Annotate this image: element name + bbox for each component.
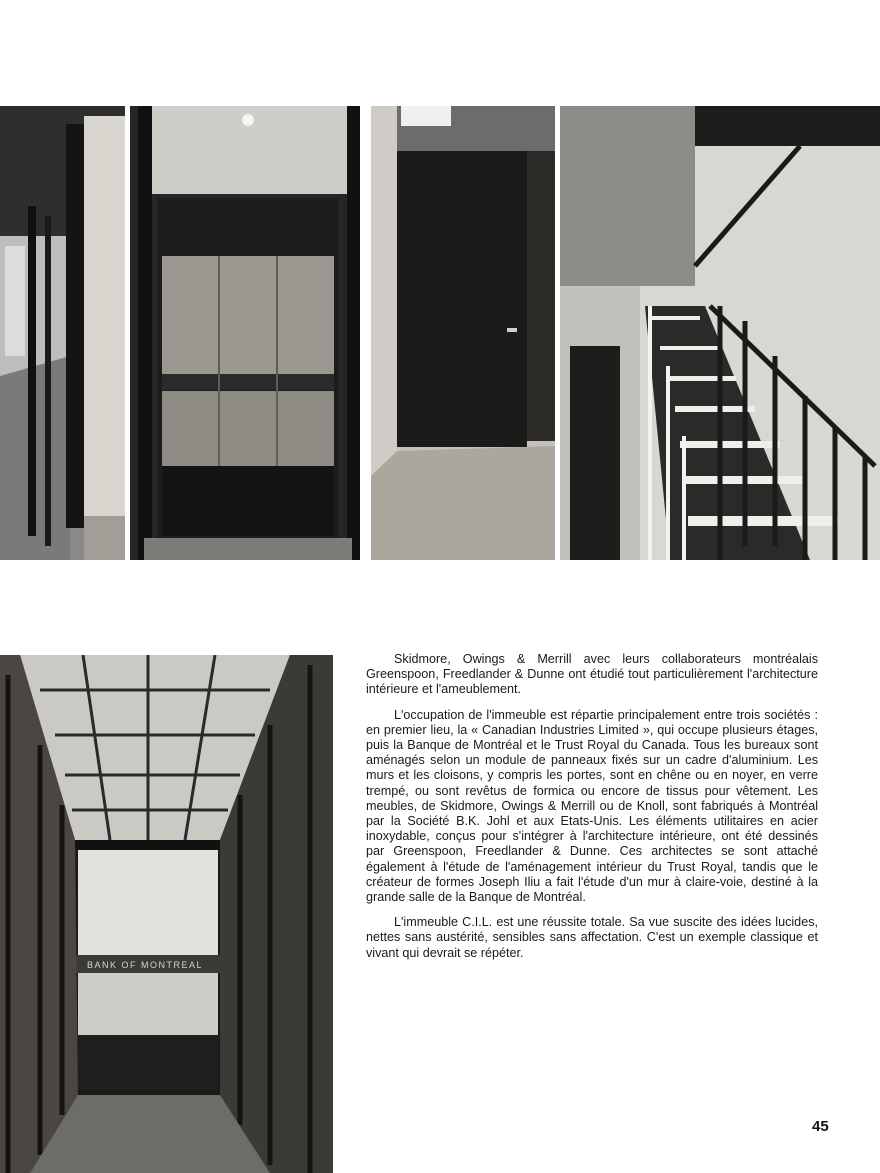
photo-office-corridor — [0, 106, 125, 560]
photo-bank-corridor — [0, 655, 333, 1173]
paragraph-2: L'occupation de l'immeuble est répartie principalement entre trois sociétés : en premier lieu, la « Canadian Industries Limited », qui occupe plusieurs étages, puis la Banque de Montréal et le Trust Royal du Canada. Tous les bureaux sont aménagés selon un module de panneaux fixés sur un cadre d'aluminium. Les murs et les cloisons, y compris les portes, sont en chêne ou en noyer, en verre trempé, ou sont revêtus de formica ou encore de tissus pour vêtement. Les meubles, de Skidmore, Owings & Merrill ou de Knoll, sont fabriqués à Montréal par la Société B.K. Johl et aux Etats-Unis. Les éléments utilitaires en acier inoxydable, conçus pour s'intégrer à l'architecture intérieure, ont été dessinés par Greenspoon, Freedlander & Dunne. Ces architectes se sont attaché également à l'étude de l'aménagement intérieur du Trust Royal, tandis que le créateur de formes Joseph Iliu a fait l'étude d'un mur à claire-voie, destiné à la grande salle de la Banque de Montréal. — [366, 707, 818, 905]
paragraph-1: Skidmore, Owings & Merrill avec leurs collaborateurs montréalais Greenspoon, Freedlander & Dunne ont étudié tout particulièrement l'architecture intérieure et l'ameublement. — [366, 652, 818, 697]
paragraph-3: L'immeuble C.I.L. est une réussite totale. Sa vue suscite des idées lucides, nettes sans austérité, sensibles sans affectation. C'est un exemple classique et vivant qui devrait se répéter. — [366, 915, 818, 960]
page-number: 45 — [812, 1118, 829, 1135]
article-text — [366, 652, 818, 971]
photo-elevator — [130, 106, 360, 560]
bank-sign-text: BANK OF MONTREAL — [86, 960, 204, 970]
photo-staircase — [560, 106, 880, 560]
photo-wood-door — [371, 106, 555, 560]
